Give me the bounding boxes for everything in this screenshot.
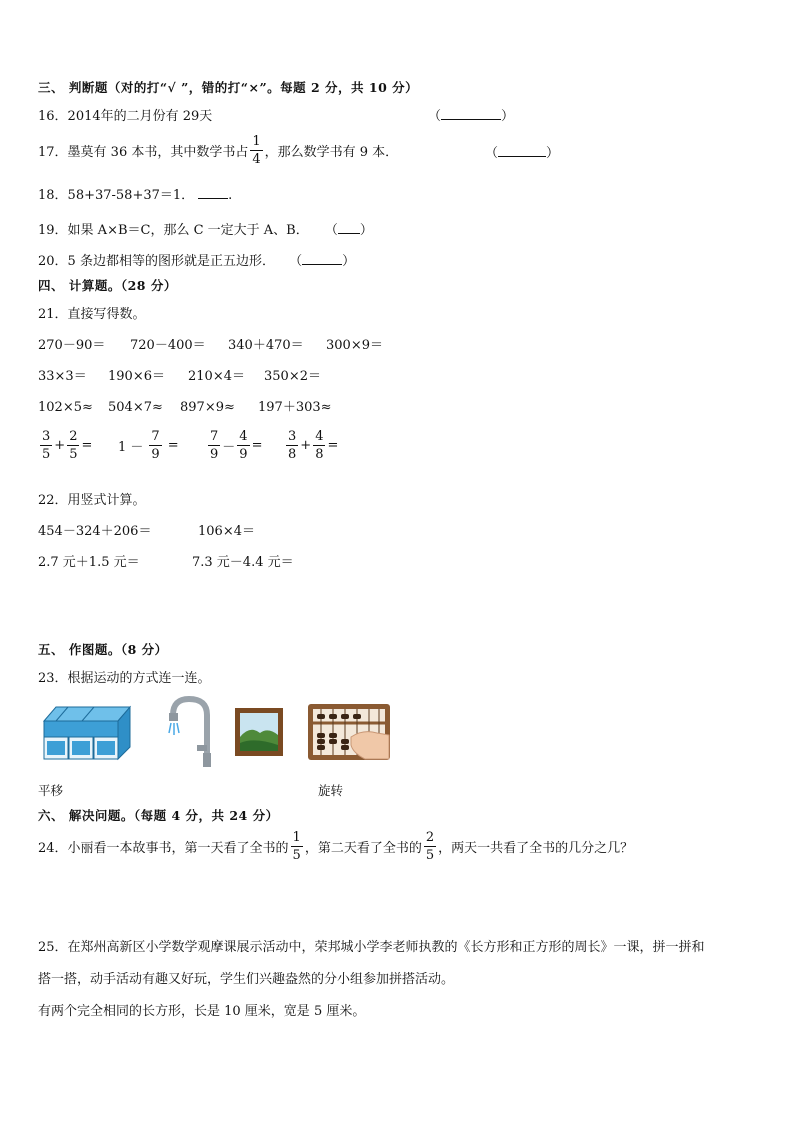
numerator: 1 [292, 829, 301, 845]
calc-item: 340＋470＝ [228, 338, 304, 353]
question-17-answer[interactable] [485, 142, 559, 161]
answer-blank[interactable] [498, 144, 546, 157]
calc-item: 210×4＝ [188, 369, 245, 384]
fraction-expr-1 [38, 430, 118, 461]
paren-left: （ [485, 146, 499, 161]
abacus-image[interactable] [307, 703, 391, 761]
calc-item: 897×9≈ [180, 400, 235, 415]
question-18 [38, 184, 232, 203]
numerator: 4 [315, 429, 324, 444]
fraction [250, 135, 262, 166]
fraction [149, 430, 161, 461]
numerator: 3 [42, 429, 51, 444]
numerator: 1 [252, 133, 261, 149]
drawer-cabinet-image[interactable] [42, 703, 132, 761]
fraction [40, 430, 52, 461]
question-17 [38, 130, 398, 170]
equals: = [81, 438, 93, 453]
numerator: 4 [239, 429, 248, 444]
operator: － [222, 440, 236, 455]
denominator: 5 [425, 847, 435, 863]
question-24-text-c: ，两天一共看了全书的几分之几？ [438, 840, 634, 856]
calc-item: 197＋303≈ [258, 400, 332, 415]
question-23-title: 23．根据运动的方式连一连。 [38, 671, 211, 686]
equals: = [327, 438, 339, 453]
denominator: 9 [151, 447, 160, 462]
answer-blank[interactable] [198, 186, 228, 199]
denominator: 8 [288, 447, 297, 462]
question-16-answer[interactable] [428, 105, 514, 124]
fraction-calc-row [38, 430, 338, 461]
operator: + [300, 438, 312, 453]
section-5-title: 五、 作图题。（8 分） [38, 642, 168, 657]
question-25-line-2: 搭一搭，动手活动有趣又好玩，学生们兴趣盎然的分小组参加拼搭活动。 [38, 972, 455, 987]
paren-right: ） [501, 109, 515, 124]
paren-right: ） [546, 146, 560, 161]
denominator: 5 [42, 447, 51, 462]
operator: + [54, 438, 66, 453]
calc-item: 190×6＝ [108, 369, 165, 384]
question-18-text: 18．58+37-58+37＝1． [38, 188, 195, 203]
question-16-text: 16．2014年的二月份有 29天 [38, 109, 213, 124]
rotation-label: 旋转 [318, 783, 344, 798]
calc-item: 300×9＝ [326, 338, 383, 353]
translation-label: 平移 [38, 783, 64, 798]
faucet-image[interactable] [163, 695, 215, 770]
operand: 1 － [118, 440, 144, 455]
fraction [67, 430, 79, 461]
calc-item: 504×7≈ [108, 400, 163, 415]
question-19-text: 19．如果 A×B＝C，那么 C 一定大于 A、B． [38, 223, 309, 238]
section-3-title: 三、 判断题（对的打“√ ”，错的打“×”。每题 2 分，共 10 分） [38, 80, 419, 95]
fraction [237, 430, 249, 461]
question-19 [38, 219, 373, 238]
paren-left: （ [428, 109, 442, 124]
fraction [424, 831, 436, 862]
calc-item: 270－90＝ [38, 338, 106, 353]
question-19-answer[interactable] [325, 223, 373, 238]
numerator: 3 [288, 429, 297, 444]
denominator: 9 [239, 447, 248, 462]
denominator: 5 [292, 847, 301, 863]
vertical-calc-3: 2.7 元＋1.5 元＝ [38, 555, 140, 570]
paren-right: ） [342, 254, 356, 269]
equals: = [251, 438, 263, 453]
question-21-title: 21．直接写得数。 [38, 307, 146, 322]
calc-item: 350×2＝ [264, 369, 321, 384]
fraction [286, 430, 298, 461]
question-25-line-1: 25．在郑州高新区小学数学观摩课展示活动中，荣邦城小学李老师执教的《长方形和正方形的周长》一课，拼一拼和 [38, 940, 705, 955]
paren-right: ） [359, 223, 373, 238]
numerator: 2 [425, 829, 435, 845]
calc-row-1 [38, 334, 383, 353]
answer-blank[interactable] [441, 107, 501, 120]
fraction [313, 430, 325, 461]
fraction [208, 430, 220, 461]
denominator: 9 [210, 447, 219, 462]
numerator: 7 [151, 429, 160, 444]
question-20 [38, 250, 355, 269]
calc-item: 33×3＝ [38, 369, 87, 384]
question-24 [38, 826, 633, 866]
denominator: 8 [315, 447, 324, 462]
fraction-expr-4 [284, 430, 338, 461]
calc-row-3 [38, 396, 332, 415]
fraction-expr-3 [206, 430, 284, 461]
calc-item: 720－400＝ [130, 338, 206, 353]
calc-item: 102×5≈ [38, 400, 93, 415]
question-20-answer[interactable] [289, 254, 355, 269]
denominator: 5 [69, 447, 78, 462]
picture-frame-image[interactable] [234, 707, 284, 757]
question-24-text-a: 24．小丽看一本故事书，第一天看了全书的 [38, 840, 289, 856]
section-6-title: 六、 解决问题。（每题 4 分，共 24 分） [38, 808, 279, 823]
denominator: 4 [252, 151, 261, 167]
section-4-title: 四、 计算题。（28 分） [38, 278, 177, 293]
fraction [291, 831, 303, 862]
calc-row-2 [38, 365, 321, 384]
paren-left: （ [289, 254, 303, 269]
question-17-text-b: ，那么数学书有 9 本． [264, 144, 399, 160]
question-16 [38, 105, 212, 124]
fraction-expr-2 [118, 430, 206, 461]
vertical-calc-1: 454－324＋206＝ [38, 524, 152, 539]
equals: = [167, 438, 179, 453]
paren-left: （ [324, 223, 338, 238]
question-24-text-b: ，第二天看了全书的 [304, 840, 422, 856]
vertical-calc-4: 7.3 元－4.4 元＝ [192, 555, 294, 570]
question-20-text: 20．5 条边都相等的图形就是正五边形． [38, 254, 275, 269]
question-17-text-a: 17．墨莫有 36 本书，其中数学书占 [38, 144, 249, 160]
numerator: 7 [210, 429, 219, 444]
question-22-title: 22．用竖式计算。 [38, 493, 146, 508]
question-25-line-3: 有两个完全相同的长方形，长是 10 厘米，宽是 5 厘米。 [38, 1004, 366, 1019]
vertical-calc-2: 106×4＝ [198, 524, 255, 539]
answer-blank[interactable] [338, 221, 360, 234]
question-18-tail: . [228, 188, 233, 203]
answer-blank[interactable] [302, 252, 342, 265]
numerator: 2 [69, 429, 78, 444]
